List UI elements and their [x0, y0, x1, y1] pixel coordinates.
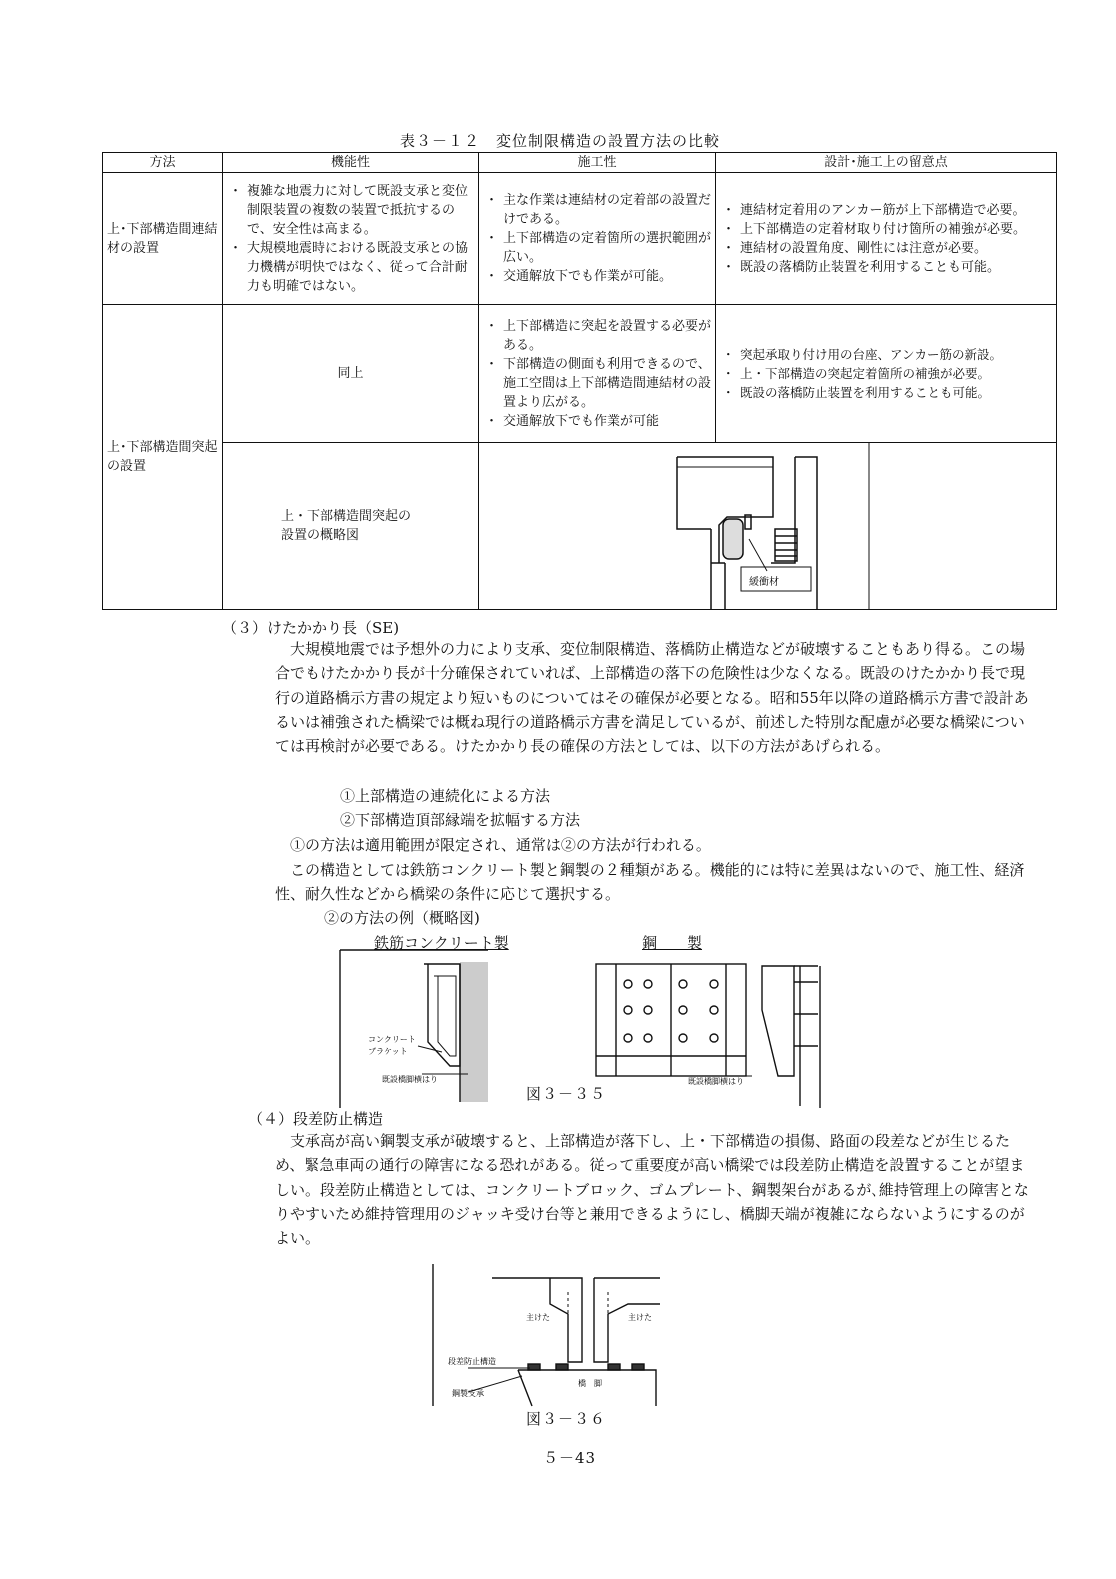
figure-3-36-caption: 図３－３６ — [526, 1410, 607, 1428]
method-cell: 上･下部構造間突起の設置 — [103, 305, 223, 610]
section4-heading: （４）段差防止構造 — [248, 1110, 384, 1128]
pier-label: 橋 脚 — [578, 1379, 602, 1388]
figure-3-36 — [432, 1264, 662, 1408]
construction-item: ・ 下部構造の側面も利用できるので、施工空間は上下部構造間連結材の設置より広がる。 — [487, 355, 711, 412]
fig-rc-title: 鉄筋コンクリート製 — [374, 934, 509, 952]
construction-item: ・ 上下部構造の定着箇所の選択範囲が広い。 — [487, 229, 711, 267]
notes-item: ・ 上・下部構造の突起定着箇所の補強が必要。 — [724, 364, 1052, 383]
step-prevention-label: 段差防止構造 — [448, 1357, 496, 1366]
table-row — [103, 305, 1057, 443]
rc-bracket-label-2: ブラケット — [368, 1047, 408, 1056]
construction-cell — [479, 173, 716, 305]
figure-3-35-caption: 図３－３５ — [526, 1085, 607, 1103]
function-item: ・ 複雑な地震力に対して既設支承と変位制限装置の複数の装置で抵抗するので、安全性は高まる。 — [231, 182, 474, 239]
example-title: ②の方法の例（概略図) — [324, 909, 480, 927]
header-method: 方法 — [103, 153, 223, 173]
rc-existing-beam-label: 既設橋脚横はり — [382, 1075, 438, 1084]
section3-note1: ①の方法は適用範囲が限定され、通常は②の方法が行われる。 — [290, 836, 711, 854]
fig-steel-title: 鋼 製 — [642, 934, 703, 952]
header-construction: 施工性 — [479, 153, 716, 173]
steel-bearing-label: 鋼製支承 — [452, 1389, 484, 1398]
notes-cell — [716, 173, 1057, 305]
method-item: ②下部構造頂部縁端を拡幅する方法 — [340, 811, 581, 829]
protrusion-diagram — [479, 443, 1057, 609]
notes-item: ・ 既設の落橋防止装置を利用することも可能。 — [724, 383, 1052, 402]
function-cell: 同上 — [223, 305, 479, 443]
method-item: ①上部構造の連続化による方法 — [340, 787, 551, 805]
section3-heading: （３）けたかかり長（SE) — [222, 619, 400, 637]
section3-paragraph: 大規模地震では予想外の力により支承、変位制限構造、落橋防止構造などが破壊することもあり得る。この場合でもけたかかり長が十分確保されていれば、上部構造の落下の危険性は少なくなる。既設のけたかかり長で現行の道路橋示方書の規定より短いものについてはその確保が必要となる。昭和55年以降の道路橋示方書で設計あるいは補強された橋梁では概ね現行の道路橋示方書を満足しているが、前述した特別な配慮が必要な橋梁については再検討が必要である。けたかかり長の確保の方法としては、以下の方法があげられる。 — [275, 640, 1029, 756]
construction-item: ・ 上下部構造に突起を設置する必要がある。 — [487, 317, 711, 355]
table-row — [103, 173, 1057, 305]
notes-item: ・ 既設の落橋防止装置を利用することも可能。 — [724, 258, 1052, 277]
header-function: 機能性 — [223, 153, 479, 173]
section4-paragraph: 支承高が高い鋼製支承が破壊すると、上部構造が落下し、上・下部構造の損傷、路面の段差などが生じるため、緊急車両の通行の障害になる恐れがある。従って重要度が高い橋梁では段差防止構造を設置することが望ましい。段差防止構造としては、コンクリートブロック、ゴムプレート、鋼製架台があるが､維持管理上の障害となりやすいため維持管理用のジャッキ受け台等と兼用できるようにし、橋脚天端が複雑にならないようにするのがよい。 — [275, 1132, 1029, 1248]
function-cell — [223, 173, 479, 305]
diagram-label: 上・下部構造間突起の設置の概略図 — [281, 509, 412, 543]
notes-item: ・ 上下部構造の定着材取り付け箇所の補強が必要。 — [724, 220, 1052, 239]
table-row — [103, 443, 1057, 610]
section3-note2: この構造としては鉄筋コンクリート製と鋼製の２種類がある。機能的には特に差異はないので、施工性、経済性、耐久性などから橋梁の条件に応じて選択する。 — [275, 861, 1025, 904]
notes-cell — [716, 305, 1057, 443]
construction-item: ・ 交通解放下でも作業が可能 — [487, 412, 711, 431]
diagram-cell — [479, 443, 1057, 610]
diagram-label-cell — [223, 443, 479, 610]
construction-item: ・ 交通解放下でも作業が可能。 — [487, 267, 711, 286]
rc-bracket-label-1: コンクリート — [368, 1035, 416, 1044]
cushion-label: 緩衝材 — [749, 577, 779, 588]
method-cell: 上･下部構造間連結材の設置 — [103, 173, 223, 305]
girder-right-label: 主けた — [628, 1313, 652, 1322]
steel-existing-beam-label: 既設橋脚横はり — [688, 1077, 744, 1086]
comparison-table — [102, 152, 1057, 610]
table-caption: 表３－１２ 変位制限構造の設置方法の比較 — [400, 132, 721, 150]
construction-cell — [479, 305, 716, 443]
construction-item: ・ 主な作業は連結材の定着部の設置だけである。 — [487, 191, 711, 229]
header-notes: 設計･施工上の留意点 — [716, 153, 1057, 173]
page-number: ５－43 — [543, 1449, 597, 1467]
girder-left-label: 主けた — [526, 1313, 550, 1322]
table-header-row — [103, 153, 1057, 173]
function-item: ・ 大規模地震時における既設支承との協力機構が明快ではなく、従って合計耐力も明確ではない。 — [231, 239, 474, 296]
notes-item: ・ 連結材の設置角度、剛性には注意が必要。 — [724, 239, 1052, 258]
notes-item: ・ 突起承取り付け用の台座、アンカー筋の新設。 — [724, 345, 1052, 364]
notes-item: ・ 連結材定着用のアンカー筋が上下部構造で必要。 — [724, 201, 1052, 220]
